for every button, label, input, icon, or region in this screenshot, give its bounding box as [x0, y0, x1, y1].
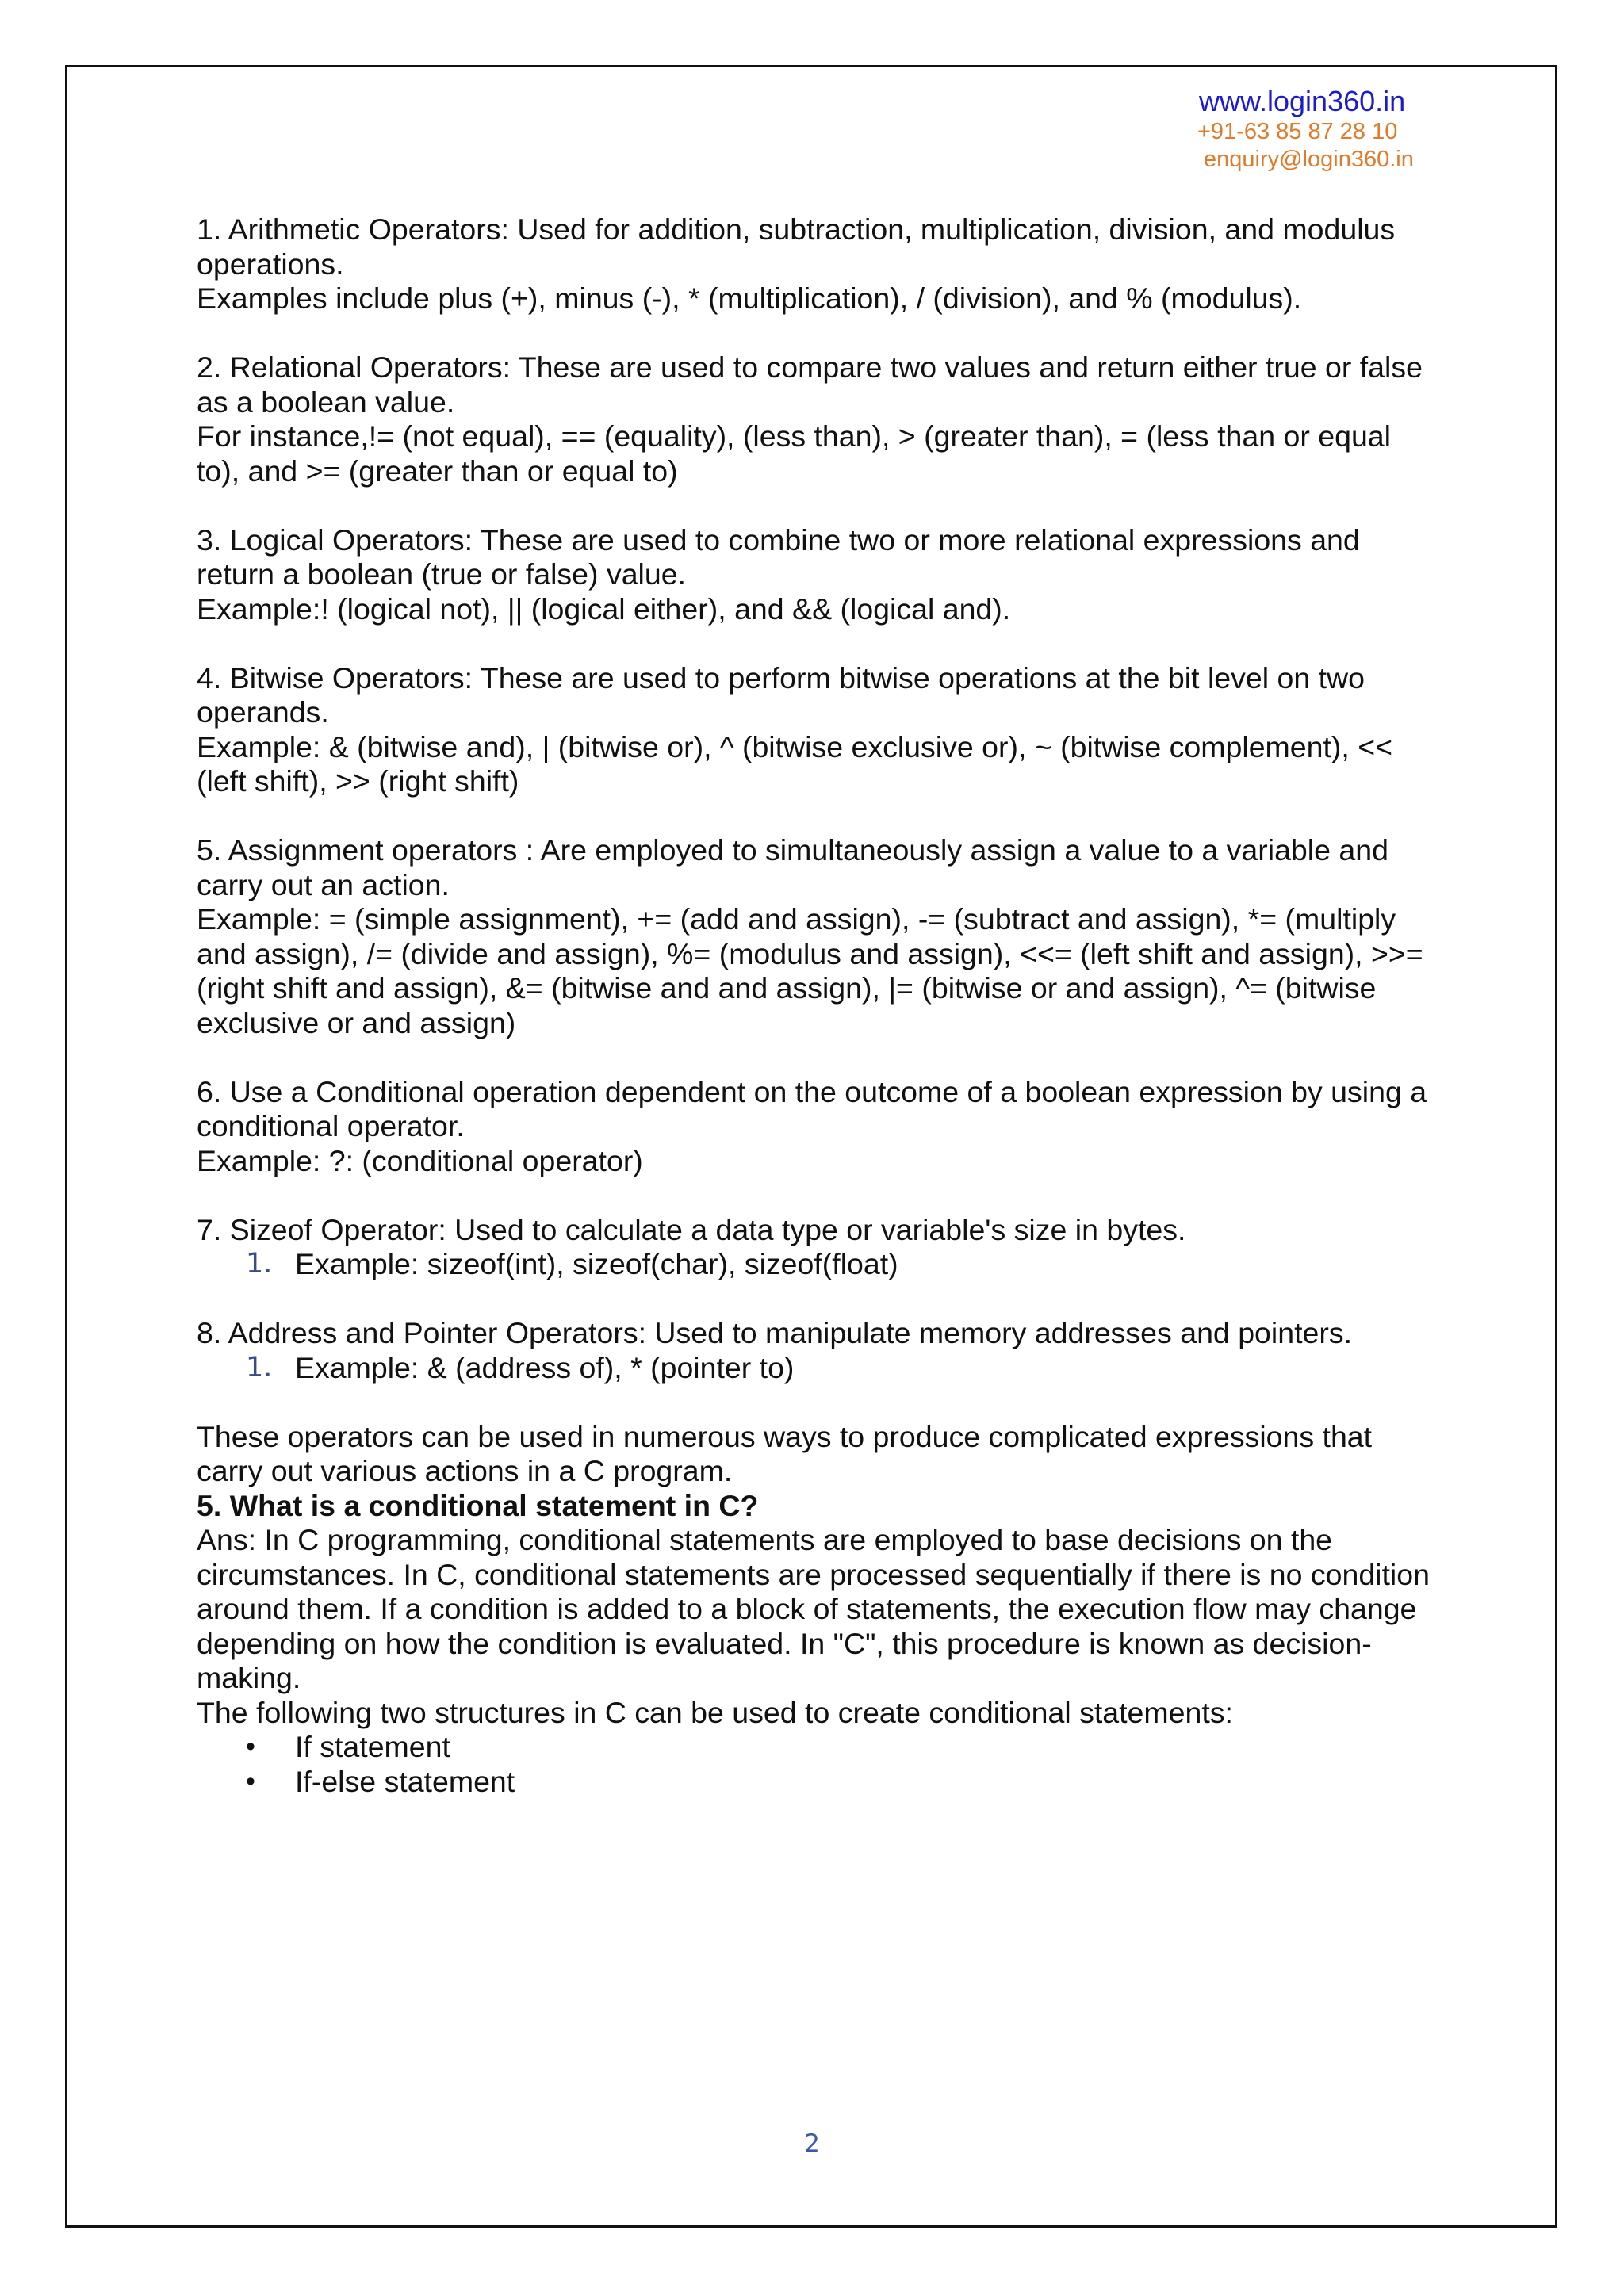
list-item: [246, 1765, 1442, 1800]
email-link[interactable]: enquiry@login360.in: [1204, 146, 1414, 172]
operator-example: Example: = (simple assignment), += (add and assign), -= (subtract and assign), *= (multiply and assign), /= (divide and assign), %= (modulus and assign), <<= (left shift and assign), >>= (right shift and assign), &= (bitwise and and assign), |= (bitwise or and assign), ^= (bitwise exclusive or and assign): [197, 902, 1423, 1039]
page-number: 2: [804, 2130, 820, 2158]
operator-example: For instance,!= (not equal), == (equality), (less than), > (greater than), = (less than or equal to), and >= (greater than or equal to): [197, 419, 1391, 488]
summary-paragraph: These operators can be used in numerous ways to produce complicated expressions that carry out various actions in a C program.: [197, 1419, 1373, 1487]
operator-item-bitwise: [197, 661, 1442, 799]
bullet-icon: •: [246, 1766, 255, 1797]
operator-title: 5. Assignment operators : Are employed to simultaneously assign a value to a variable and carry out an action.: [197, 833, 1388, 901]
operator-title: 8. Address and Pointer Operators: Used to manipulate memory addresses and pointers.: [197, 1316, 1353, 1349]
numbered-sub-item: [246, 1247, 1442, 1282]
numbered-sub-item: [246, 1351, 1442, 1386]
answer-paragraph: Ans: In C programming, conditional statements are employed to base decisions on the circumstances. In C, conditional statements are processed sequentially if there is no condition around them. If a condition is added to a block of statements, the execution flow may change depending on how the condition is evaluated. In "C", this procedure is known as decision-making.: [197, 1523, 1430, 1694]
list-item-text: If statement: [295, 1730, 450, 1763]
operator-title: 6. Use a Conditional operation dependent on the outcome of a boolean expression by using a conditional operator.: [197, 1074, 1427, 1142]
operator-title: 1. Arithmetic Operators: Used for addition, subtraction, multiplication, division, and modulus operations.: [197, 212, 1396, 281]
operator-item-pointer: [197, 1316, 1442, 1385]
operator-item-sizeof: [197, 1213, 1442, 1282]
operator-title: 7. Sizeof Operator: Used to calculate a data type or variable's size in bytes.: [197, 1212, 1186, 1246]
operator-example: Example: ?: (conditional operator): [197, 1143, 643, 1177]
operator-example: Example:! (logical not), || (logical either), and && (logical and).: [197, 591, 1011, 626]
document-body: [197, 212, 1442, 1799]
operator-item-assignment: [197, 833, 1442, 1040]
list-number: 1.: [246, 1248, 273, 1280]
operator-example: Example: & (address of), * (pointer to): [295, 1350, 795, 1384]
structures-intro: The following two structures in C can be used to create conditional statements:: [197, 1695, 1233, 1729]
operator-example: Examples include plus (+), minus (-), * (multiplication), / (division), and % (modulus).: [197, 281, 1302, 315]
list-item-text: If-else statement: [295, 1764, 515, 1798]
phone-number: +91-63 85 87 28 10: [1197, 119, 1398, 145]
website-link[interactable]: www.login360.in: [1199, 85, 1406, 117]
operator-title: 3. Logical Operators: These are used to combine two or more relational expressions and return a boolean (true or false) value.: [197, 522, 1360, 591]
answer-section: [197, 1523, 1442, 1799]
bullet-icon: •: [246, 1732, 255, 1762]
list-number: 1.: [246, 1351, 273, 1383]
operator-item-conditional: [197, 1075, 1442, 1179]
contact-block: [1193, 84, 1438, 174]
operator-example: Example: & (bitwise and), | (bitwise or), ^ (bitwise exclusive or), ~ (bitwise complement), << (left shift), >> (right shift): [197, 729, 1393, 798]
question-heading: 5. What is a conditional statement in C?: [197, 1488, 759, 1522]
operator-example: Example: sizeof(int), sizeof(char), sizeof(float): [295, 1247, 898, 1280]
operator-item-relational: [197, 350, 1442, 488]
operator-item-arithmetic: [197, 212, 1442, 316]
list-item: [246, 1730, 1442, 1765]
operator-title: 4. Bitwise Operators: These are used to perform bitwise operations at the bit level on two operands.: [197, 660, 1365, 729]
operator-title: 2. Relational Operators: These are used to compare two values and return either true or false as a boolean value.: [197, 350, 1423, 419]
operator-item-logical: [197, 523, 1442, 627]
